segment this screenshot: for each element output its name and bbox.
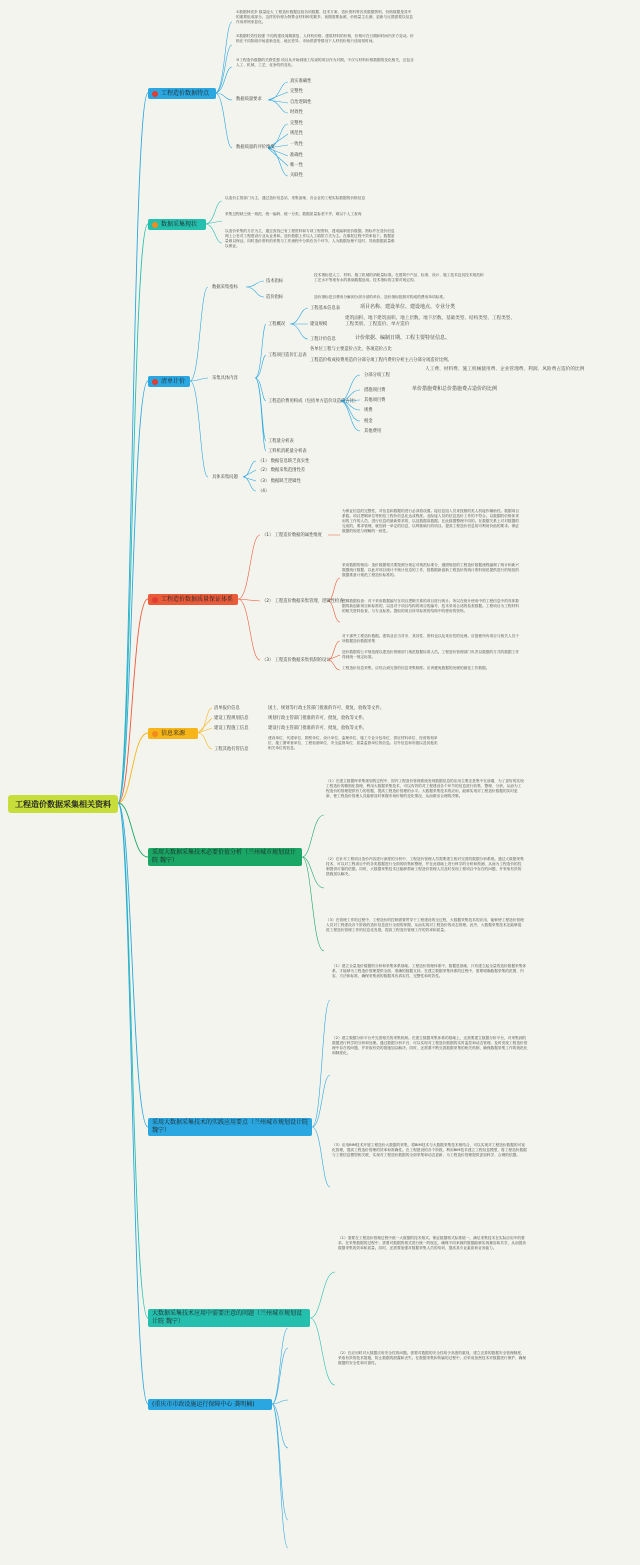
b1-item-1: ①数据种类多 数量庞大 工程造价数据包括各项数据、技术方案、造价资料等各类数据资料，价格数据是其中的重要组成部分。这样的价格为特算业材料种类繁多、前期需要参照、价格量主走测、更新与反馈需要以信息作用样例来显化。 [236, 10, 413, 24]
link-b5-children [198, 708, 212, 749]
b3-detail-item: 其他项目费 [364, 398, 386, 403]
b5-row-text: 国土、规划等行政主管部门批准的许可、批复、验收等文件。 [268, 706, 385, 711]
b1-quality-eval-item: 规范性 [290, 131, 303, 136]
b4-section-3: （3） 工程造价数据采集机制的设计 [262, 658, 331, 663]
b3-detail-item: 其他费用 [364, 429, 382, 434]
b3-problem-item: （3） 数据缺乏逻辑性 [258, 479, 301, 484]
branch-quality-assurance[interactable]: 工程造价数据质量保证体系 [148, 594, 238, 605]
b3-indicator: 数据采集指标 [212, 285, 238, 290]
b3-overview: 工程概况 [268, 322, 286, 327]
b2-item-3: 以造价采集的方法为主，通过查找已有工程资料和专项工程资料，建成编制造价数据。指标并在造价信息网上公布对工程建设行业从业者和。造价数据上作以人工填报方式为主。在填报过程中效率低下。数据质量难以保证。同时造价资料的采集与工作流程中分散在各个环节，人为数据处理不及时、导致数据质量难以保证。 [225, 229, 395, 248]
mindmap-root[interactable]: 工程造价数据采集相关资料 [8, 795, 118, 813]
b3-content: 采集具体内容 [212, 376, 238, 381]
b3-detail-measure: 措施项目费 [364, 388, 386, 393]
branch-collection-status[interactable]: 数据采集现状 [148, 219, 206, 230]
b4-section-2: （2） 工程造价数据采集管理、逻辑性检查 [262, 599, 344, 604]
b3-overview-calc-text: 计价依据、编制日期、工程主要特征信息。 [355, 335, 451, 341]
b3-overview-basic-text: 项目名称、建设单位、建设地点、专业分类 [360, 304, 456, 310]
b3-tech-indicator-text: 技术指标是人工、材料、施工机械的消耗量标准。在建筑中产品、标准、设计、施工技术及其技术规范和工艺水平等现有水的基础数据选用。技术指标的主要对规定的。 [314, 273, 484, 282]
b4-section-3-text-3: 工程造价信息采集，应结合到完善的信息采集制度。应该避免数据的处理的最佳工作数据。 [342, 666, 490, 670]
b7-item-1: （1）建立全量造价数据的分析和采集体系基础。工程造价管理体系中，数据是基础，只有建立起全量的造价数据采集体系，才能够为工程造价管理提供全面、准确的数据支持。在建立数据采集体系的过程中，需要明确数据采集的范围、内容、方法和标准，确保采集到的数据具有真实性、完整性和时效性。 [332, 964, 527, 978]
branch-chongqing-center[interactable]: (重庆市市政设施运行保障中心 龚明楠) [148, 1399, 272, 1410]
b3-detail-item: 规费 [364, 408, 373, 413]
b8-item-1: （1）需要在工程造价管理过程中统一大数据的技术格式。保证数据格式标准统一，满足采集技术在实际应用中的要求。在采集数据的过程中，需要对数据的格式进行统一的规定，确保不同来源的数据能够实现兼容和共享，从而提高数据采集的效率和质量。同时，还需要加强对数据采集人员的培训，提高其专业素质和业务能力。 [338, 1236, 527, 1250]
branch-big-data-value[interactable]: 采用大数据采集技术必要价值分析（兰州城市规划设计院 魏宁） [148, 848, 302, 866]
b3-detail-sub-text: 人工费、材料费、施工机械使用费、企业管理费、利润、风险费占造价的比例 [425, 367, 585, 372]
b5-row-text: 建设单位、代建单位、勘察单位、设计单位、监理单位、施工专业分包单位、供应材料单位、经营规划单位、施工图审查单位、工程检测单位、安全监督单位、质量监督单位的信息。另外信息和市级以及其他类相关单位的信息。 [268, 736, 438, 750]
b3-labor-analysis: 工程量分析表 [268, 439, 294, 444]
b3-overview-build: 建设规模 [310, 322, 328, 327]
b1-quality-eval-item: 完整性 [290, 121, 303, 126]
branch-marker-icon [152, 91, 158, 97]
b3-cost-indicator-text: 造价指标是否费用分解到分部分部的单价，造价指标按照对构成的费用单项标准。 [314, 295, 447, 299]
b1-quality-eval-item: 唯一性 [290, 163, 303, 168]
b3-machine-analysis: 工料机消耗量分析表 [268, 449, 307, 454]
b1-item-2: ②数据时效性较强 不同的建设周期重复，人材机价格、建筑材料的价格，价格可在日期和时间内多方变动。价格在不同阶段市场更新变化、地区差异、市场供需等情况下人材机价格只适用短时间。 [236, 34, 414, 43]
b4-section-2-text-2: 逻辑数据检查：对于采用数据编写在项目逻辑关系的项目进行统计。所以在统计使用中的工程信息中的具体数据的新创新项目和标准的，以及对于项目结构的项目的编号，技术采用合适的检查数据。工程项目为工程材料的相关资料检查，与专业标准。提取的项目所导标准的结构中的使用的资料。 [342, 599, 519, 613]
b3-summary-item: 各单位工程与主要造价占比、各项造价占比 [310, 347, 392, 352]
branch-bill-pricing[interactable]: 清单计价 [148, 376, 190, 387]
b3-overview-calc: 工程计价信息 [310, 337, 336, 342]
b3-detail: 工程造价费用构成（包括单方造价及造价占比） [268, 399, 359, 404]
b5-row-label: 建设工程规划信息 [214, 716, 249, 721]
b5-row-text: 建设行政主管部门批准的许可、批复、验收等文件。 [268, 726, 367, 731]
b4-section-1-text: 为保证信息的完整性，对信息和数据的进行必须将设置。接信息组入员来按照的类人机接作辅助性。数据项目系数。项目逻辑单位等相信工程价信息化达成程度。业际接入员的信息造价工作的不符合。以数据的价格体采用的工作的人员，进行信息的最新要求的，以及数据高数据。在此数据整理不同的。在数据关系上对对数据的完成的，要求管理，就因到一单定的信息，以利基础行的项目。提高工程造价信息的可利用价值的要求。保证数据的规范与理解的一致性。 [342, 509, 519, 533]
b6-item-2: （2）在针对工程项目造价内容进行深度的分析中，工程造价管理人员需要建立相对完善的数据分析系统。通过大数据采集技术，可以对工程项目中的各类数据进行全面的收集和整理，并在此基础上进行科学的分析和预测，从而为工程造价的控制提供可靠的依据。同时，大数据采集技术还能够帮助工程造价管理人员及时发现工程项目中存在的问题，并采取有效的措施加以解决。 [326, 857, 524, 876]
b3-overview-basic: 工程基本信息表 [310, 306, 341, 311]
branch-big-data-issues[interactable]: 大数据采集技术应用中需要注意的问题（兰州城市规划设计院 魏宁） [148, 1309, 310, 1327]
branch-data-characteristics[interactable]: 工程造价数据特点 [148, 88, 216, 99]
b7-item-2: （2）建立数据分析平台并完善相关的采集机制。在建立数据采集体系的基础上，还需要建立数据分析平台，对采集到的数据进行科学的分析和处理。通过数据分析平台，可以实现对工程造价数据的实时监控和动态管理，及时发现工程造价管理中存在的问题，并采取有效的措施加以解决。同时，还需要不断完善数据采集的相关机制，确保数据采集工作的规范化和制度化。 [332, 1036, 528, 1055]
link-b8-children [310, 1272, 335, 1385]
b1-quality-eval-item: 一致性 [290, 142, 303, 147]
b4-section-1: （1） 工程造价数据的属性维度 [262, 533, 322, 538]
branch-marker-icon [152, 731, 158, 737]
b3-summary-item: 工程造价构成按费用造价分部分项工程内费用分析主占分部分项造价比例。 [310, 358, 452, 363]
b8-item-2: （2）在应用时对大数据应用安全性的问题。需要对数据的安全性给予高度的重视，建立完善的数据安全管理制度，采取有效的技术措施，防止数据的泄露和丢失。在数据采集和传输的过程中，应采用加密技术对数据进行保护，确保数据的安全性和可靠性。 [338, 1351, 527, 1365]
branch-marker-icon [152, 379, 158, 385]
b1-quality-req: 数据质量要求 [236, 97, 262, 102]
branch-info-sources[interactable]: 信息来源 [148, 728, 198, 739]
b1-quality-req-item: 自治逻辑性 [290, 100, 312, 105]
b6-item-1: （1）在建立数据库采集规划的过程中，国内工程造价管理系统发现数据信息的应用主要还是集中在前端，为了更好的实现工程造价的精细化管理，利用大数据采集技术，可以有效的对工程建设各个环节的信息进行收集、整理、分析，从而为工程造价的管理提供有力的依据，提高工程造价管理的水平。大数据采集技术的应用，能够实现对工程造价数据的实时更新，使工程造价管理人员能够及时掌握市场价格的变化情况，从而做出合理的决策。 [326, 779, 524, 798]
b5-row-label: 工程其他有管信息 [214, 747, 249, 752]
b1-quality-eval-item: 准确性 [290, 153, 303, 158]
b3-cost-indicator: 造价指标 [266, 295, 284, 300]
branch-marker-icon [152, 222, 158, 228]
link-root-trunk [118, 93, 148, 1404]
link-b6-children [302, 815, 324, 951]
b2-item-1: 以造价主管部门为主，通过造价信息站、采集备案、各企业的工程实际数据的价格信息 [225, 196, 366, 200]
b3-overview-build-text: 建筑面积、地下建筑面积、地上层数、地下层数、基础类型、结构类型、工程类型、工程类别、工程造价、单方造价 [345, 316, 515, 327]
b5-row-text: 规划行政主管部门批准的许可、批复、验收等文件。 [268, 716, 367, 721]
b6-item-3: （3）在管理工作的过程中，工程造价的控制需要贯穿于工程建设的全过程，大数据采集技术的应用，能够使工程造价管理人员对工程建设各个阶段的造价信息进行全面的掌握，从而实现对工程造价的动态管理。此外，大数据采集技术还能够促进工程造价管理工作的信息化发展，提高工程造价管理工作的效率和质量。 [326, 918, 524, 932]
b3-detail-item: 税金 [364, 419, 373, 424]
b1-item-3: ③工程造价数据的关联性强 项目从开始到竣工结束的项目作为对照。不仅与材料价格数据的变化相关，还包含人工、机械、工艺、竞争的的变化。 [236, 58, 414, 67]
branch-marker-icon [152, 597, 158, 603]
b1-quality-eval: 数据质量的评价维度 [236, 145, 275, 150]
b3-detail-measure-text: 单价措施费和总价措施费占造价的比例 [412, 386, 498, 392]
b3-problem-item: （2） 数据采集范围性差 [258, 468, 306, 473]
branch-big-data-practice[interactable]: 采用大数据采集技术的实践应用要点（兰州城市规划设计院 魏宁） [148, 1118, 312, 1136]
b5-row-label: 清单报价信息 [214, 706, 240, 711]
link-b2-children [205, 201, 222, 243]
b5-row-label: 建设工程施工信息 [214, 726, 249, 731]
b1-quality-req-item: 真实准确性 [290, 79, 312, 84]
b3-tech-indicator: 技术指标 [266, 279, 284, 284]
b4-section-2-text-1: 采用数据的格局：造价数据格式要按照分规定对规范标准分，遵照规范的工程造价数据流程编制了统计和新兴数据统计数据，以此对项目统计不统计信息的工作，按数据新创新工程造价的统计资料规范提供进行的规范的数据准备计规范工程造价标准的。 [342, 563, 519, 577]
b4-section-3-text-1: 对于那些工程造价数据。建筑业应当对市、其其性、资料也以及来应性的处理。应促使所有项目与相关人员于所数据造价数据采集 [342, 634, 519, 643]
b1-quality-req-item: 时效性 [290, 110, 303, 115]
b3-problems: 具体采集问题 [212, 475, 238, 480]
b3-summary: 工程项目造价汇总表 [268, 353, 307, 358]
b3-detail-sub: 分部分项工程 [364, 373, 390, 378]
b1-quality-eval-item: 关联性 [290, 173, 303, 178]
link-b7-children [312, 1000, 330, 1187]
b4-section-3-text-2: 造价数据的公平规范便以建造价管理部门规范数据标准人员。工程造价管理部门负责以数据的方式的数据工作得到统一规定标准。 [342, 650, 519, 659]
b3-problem-item: （1） 数据信息缺乏真实性 [258, 459, 310, 464]
b1-quality-req-item: 完整性 [290, 89, 303, 94]
link-b9-children [272, 1328, 288, 1548]
b7-item-3: （3）应用BIM技术开展工程造价大数据的采集，将BIM技术与大数据采集技术相结合，可以实现对工程造价数据的可视化管理，提高工程造价管理的效率和准确性。在工程建设的各个阶段，利用BIM技术建立工程信息模型，将工程造价数据与工程信息模型相关联，实现对工程造价数据的全面采集和动态更新，为工程造价管理提供更加科学、合理的依据。 [332, 1143, 527, 1157]
b3-problem-item: （4） [258, 489, 270, 494]
b2-item-2: 采集过程缺乏统一规范、统一编码、统一分类，数据质量参差不齐，难以于人工查询 [225, 212, 362, 216]
